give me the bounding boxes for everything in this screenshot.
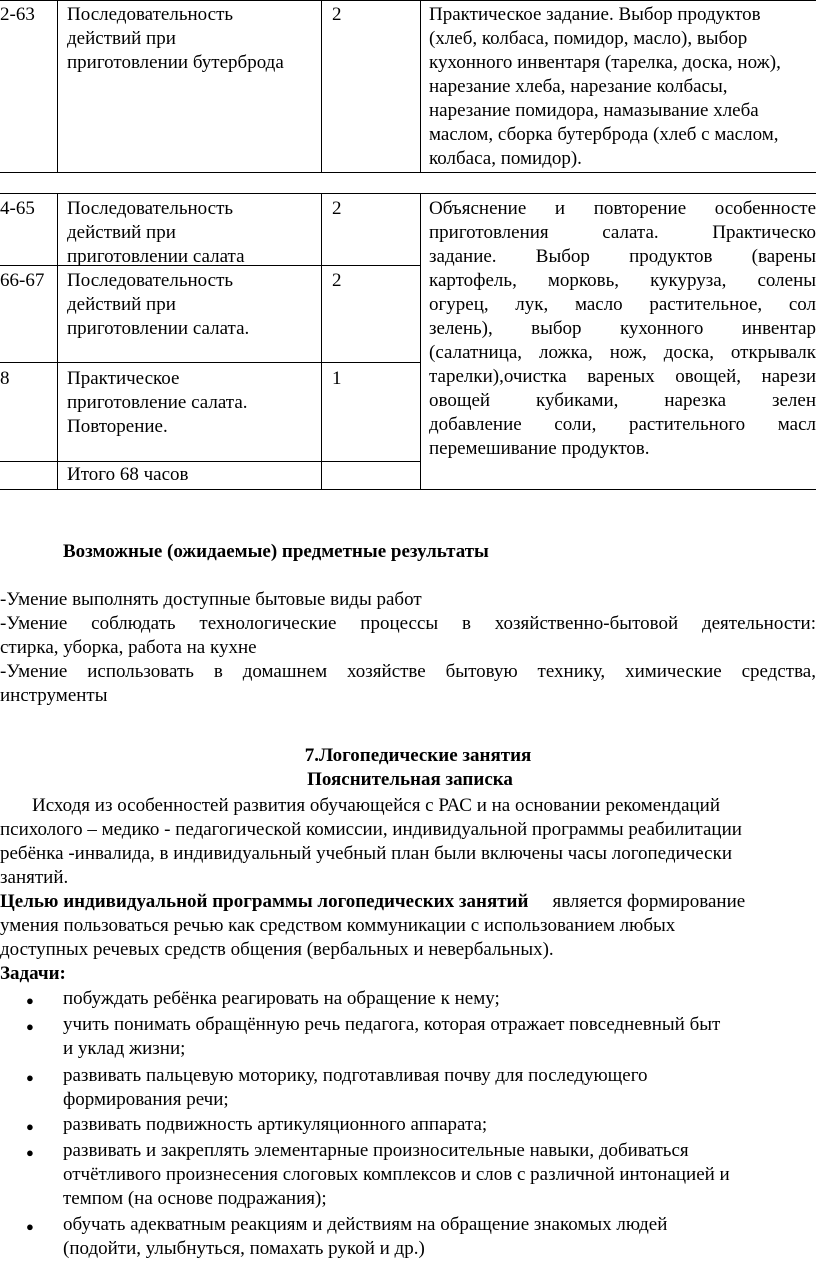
content-line: Объяснение и повторение особенносте	[429, 198, 816, 219]
topic-line: Повторение.	[67, 416, 168, 437]
topic-line: приготовление салата.	[67, 392, 248, 413]
result-line: инструменты	[0, 685, 108, 706]
goal-line	[0, 890, 745, 914]
content-line: тарелки),очистка вареных овощей, нарези	[429, 366, 816, 387]
content-line: картофель, морковь, кукуруза, солены	[429, 270, 816, 291]
section-title: 7.Логопедические занятия	[304, 745, 532, 766]
hours-cell: 1	[332, 368, 342, 389]
content-line: добавление соли, растительного масл	[429, 414, 816, 435]
content-line: задание. Выбор продуктов (варены	[429, 246, 816, 267]
task-line: отчётливого произнесения слоговых комплексов и слов с различной интонацией и	[63, 1164, 730, 1185]
bullet-icon: ●	[26, 1070, 34, 1085]
bullet-icon: ●	[26, 1145, 34, 1160]
task-line: темпом (на основе подражания);	[63, 1188, 327, 1209]
paragraph-line: психолого – медико - педагогической комиссии, индивидуальной программы реабилитации	[0, 819, 742, 840]
row-number: 2-63	[0, 4, 35, 25]
hours-cell: 2	[332, 4, 342, 25]
result-line: -Умение соблюдать технологические процессы в хозяйственно-бытовой деятельности:	[0, 613, 816, 634]
total-hours: Итого 68 часов	[67, 464, 189, 485]
content-line: (хлеб, колбаса, помидор, масло), выбор	[429, 28, 748, 49]
goal-line: умения пользоваться речью как средством коммуникации с использованием любых	[0, 915, 676, 936]
topic-line: действий при	[67, 28, 176, 49]
result-line: -Умение выполнять доступные бытовые виды работ	[0, 589, 422, 610]
task-line: развивать подвижность артикуляционного аппарата;	[63, 1114, 488, 1135]
task-line: обучать адекватным реакциям и действиям на обращение знакомых людей	[63, 1214, 668, 1235]
paragraph-line: Исходя из особенностей развития обучающейся с РАС и на основании рекомендаций	[32, 795, 721, 816]
content-line: зелень), выбор кухонного инвентар	[429, 318, 816, 339]
paragraph-line: занятий.	[0, 867, 69, 888]
content-line: овощей кубиками, нарезка зелен	[429, 390, 816, 411]
task-line: и уклад жизни;	[63, 1038, 186, 1059]
goal-line: доступных речевых средств общения (вербальных и невербальных).	[0, 939, 554, 960]
topic-line: приготовлении салата.	[67, 318, 250, 339]
task-line: (подойти, улыбнуться, помахать рукой и др.)	[63, 1238, 425, 1259]
topic-line: приготовлении салата	[67, 246, 245, 267]
task-line: учить понимать обращённую речь педагога, которая отражает повседневный быт	[63, 1014, 721, 1035]
goal-text: является формирование	[552, 891, 746, 912]
content-line: Практическое задание. Выбор продуктов	[429, 4, 761, 25]
bullet-icon: ●	[26, 1119, 34, 1134]
section-subtitle: Пояснительная записка	[307, 769, 513, 790]
paragraph-line: ребёнка -инвалида, в индивидуальный учебный план были включены часы логопедически	[0, 843, 732, 864]
result-line: -Умение использовать в домашнем хозяйстве бытовую технику, химические средства,	[0, 661, 816, 682]
results-heading: Возможные (ожидаемые) предметные результаты	[63, 541, 489, 562]
hours-cell: 2	[332, 270, 342, 291]
row-number: 8	[0, 368, 10, 389]
result-line: стирка, уборка, работа на кухне	[0, 637, 257, 658]
tasks-heading: Задачи:	[0, 963, 66, 984]
row-number: 66-67	[0, 270, 45, 291]
topic-line: Последовательность	[67, 270, 234, 291]
topic-line: Последовательность	[67, 198, 234, 219]
task-line: развивать пальцевую моторику, подготавливая почву для последующего	[63, 1065, 648, 1086]
content-line: маслом, сборка бутерброда (хлеб с маслом,	[429, 124, 779, 145]
content-line: колбаса, помидор).	[429, 148, 582, 169]
bullet-icon: ●	[26, 1219, 34, 1234]
task-line: побуждать ребёнка реагировать на обращение к нему;	[63, 988, 500, 1009]
topic-line: приготовлении бутерброда	[67, 52, 284, 73]
content-line: кухонного инвентаря (тарелка, доска, нож),	[429, 52, 781, 73]
content-line: приготовления салата. Практическо	[429, 222, 816, 243]
content-line: (салатница, ложка, нож, доска, открывалк	[429, 342, 816, 363]
hours-cell: 2	[332, 198, 342, 219]
task-line: формирования речи;	[63, 1089, 229, 1110]
content-line: нарезание хлеба, нарезание колбасы,	[429, 76, 728, 97]
goal-label: Целью индивидуальной программы логопедических занятий	[0, 891, 529, 912]
bullet-icon: ●	[26, 993, 34, 1008]
bullet-icon: ●	[26, 1019, 34, 1034]
topic-line: Практическое	[67, 368, 180, 389]
topic-line: Последовательность	[67, 4, 234, 25]
content-line: огурец, лук, масло растительное, сол	[429, 294, 816, 315]
content-line: перемешивание продуктов.	[429, 438, 650, 459]
topic-line: действий при	[67, 294, 176, 315]
row-number: 4-65	[0, 198, 35, 219]
task-line: развивать и закреплять элементарные произносительные навыки, добиваться	[63, 1140, 689, 1161]
content-line: нарезание помидора, намазывание хлеба	[429, 100, 759, 121]
topic-line: действий при	[67, 222, 176, 243]
